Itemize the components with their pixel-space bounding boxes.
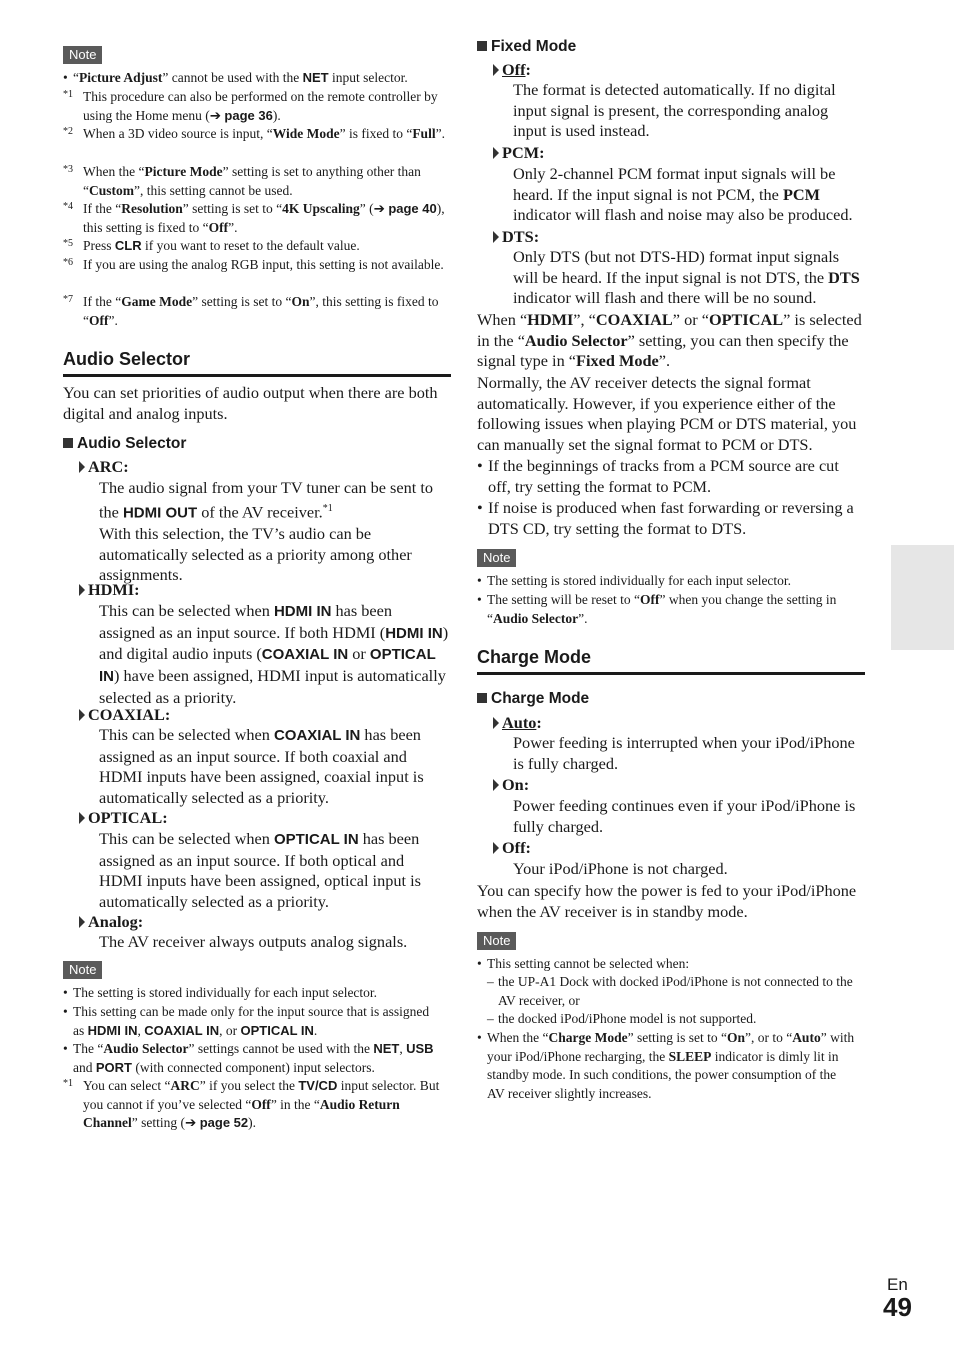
triangle-right-icon [79,916,85,928]
note-badge: Note [477,932,516,950]
note-item: *2 When a 3D video source is input, “Wide Mode” is fixed to “Full”. [63,126,445,141]
option-off-desc: The format is detected automatically. If no digital input signal is present, the corresponding analog input is used instead. [513,80,836,141]
note-item: *1 This procedure can also be performed on the remote controller by using the Home menu (➔ page 36). [63,89,438,123]
triangle-right-icon [493,779,499,791]
note-item: *1 You can select “ARC” if you select the TV/CD input selector. But you cannot if you’ve selected “Off” in the “Audio Return Channel” setting (➔ page 52). [63,1078,440,1130]
option-pcm-desc: Only 2-channel PCM format input signals will be heard. If the input signal is not PCM, the PCM indicator will flash and noise may also be produced. [513,164,853,225]
triangle-right-icon [493,231,499,243]
option-arc: ARC: [79,457,129,477]
paragraph-fixed-mode: When “HDMI”, “COAXIAL” or “OPTICAL” is selected in the “Audio Selector” setting, you can then specify the signal type in “Fixed Mode”. [477,310,862,371]
option-hdmi: HDMI: [79,580,140,600]
note-badge: Note [63,46,102,64]
paragraph-standby: You can specify how the power is fed to your iPod/iPhone when the AV receiver is in standby mode. [477,881,857,921]
option-off-charge: Off: [493,838,531,858]
option-analog: Analog: [79,912,143,932]
note-item: • “Picture Adjust” cannot be used with the NET input selector. [63,70,408,85]
note-item: – the docked iPod/iPhone model is not supported. [487,1011,757,1026]
section-side-tab [891,545,954,650]
triangle-right-icon [79,584,85,596]
triangle-right-icon [79,709,85,721]
note-item: *5 Press CLR if you want to reset to the default value. [63,238,360,253]
note-item: – the UP-A1 Dock with docked iPod/iPhone is not connected to the AV receiver, or [487,974,853,1008]
triangle-right-icon [493,717,499,729]
subhead-charge-mode: Charge Mode [477,690,589,708]
option-hdmi-desc: This can be selected when HDMI IN has been assigned as an input source. If both HDMI (HDMI IN) and digital audio inputs (COAXIAL IN or OPTICAL IN) have been assigned, HDMI input is automatically selected as a priority. [99,601,449,707]
triangle-right-icon [79,461,85,473]
option-dts-desc: Only DTS (but not DTS-HD) format input signals will be heard. If the input signal is not DTS, the DTS indicator will flash and there will be no sound. [513,247,860,308]
option-auto-desc: Power feeding is interrupted when your iPod/iPhone is fully charged. [513,733,855,773]
audio-selector-intro: You can set priorities of audio output when there are both digital and analog inputs. [63,383,438,423]
subhead-fixed-mode: Fixed Mode [477,38,576,56]
triangle-right-icon [493,842,499,854]
option-arc-desc: The audio signal from your TV tuner can be sent to the HDMI OUT of the AV receiver.$^{*1}$ With this selection, the TV’s audio can be automatically selected as a priority among other assignments. [99,478,433,585]
option-coaxial-desc: This can be selected when COAXIAL IN has been assigned as an input source. If both coaxial and HDMI inputs have been assigned, coaxial input is automatically selected as a priority. [99,725,424,808]
note-item: • The setting is stored individually for each input selector. [477,573,792,588]
note-badge: Note [63,961,102,979]
option-on: On: [493,775,529,795]
square-bullet-icon [63,438,73,448]
option-on-desc: Power feeding continues even if your iPod/iPhone is fully charged. [513,796,856,836]
triangle-right-icon [79,812,85,824]
note-item: *7 If the “Game Mode” setting is set to “On”, this setting is fixed to “Off”. [63,294,439,328]
note-item: • This setting can be made only for the input source that is assigned as HDMI IN, COAXIAL IN, or OPTICAL IN. [63,1004,430,1038]
option-dts: DTS: [493,227,539,247]
section-title-charge-mode: Charge Mode [477,647,865,675]
note-item: *6 If you are using the analog RGB input, this setting is not available. [63,257,444,272]
triangle-right-icon [493,64,499,76]
option-off: Off: [493,60,531,80]
note-item: • This setting cannot be selected when: [477,956,690,971]
note-item: • When the “Charge Mode” setting is set to “On”, or to “Auto” with your iPod/iPhone recharging, the SLEEP indicator is dimly lit in standby mode. In such conditions, the power consumption of the AV receiver slightly increases. [477,1030,855,1101]
option-analog-desc: The AV receiver always outputs analog signals. [99,932,408,951]
section-title-audio-selector: Audio Selector [63,349,451,377]
list-item: • If the beginnings of tracks from a PCM source are cut off, try setting the format to PCM. [477,456,839,496]
subhead-audio-selector: Audio Selector [63,435,186,453]
list-item: • If noise is produced when fast forwarding or reversing a DTS CD, try setting the format to DTS. [477,498,854,538]
language-label: En [887,1275,908,1294]
note-item: *3 When the “Picture Mode” setting is set to anything other than “Custom”, this setting cannot be used. [63,164,421,198]
note-item: *4 If the “Resolution” setting is set to “4K Upscaling” (➔ page 40), this setting is fixed to “Off”. [63,201,445,235]
note-badge: Note [477,549,516,567]
square-bullet-icon [477,693,487,703]
triangle-right-icon [493,147,499,159]
square-bullet-icon [477,41,487,51]
option-coaxial: COAXIAL: [79,705,170,725]
page-number: 49 [883,1292,912,1322]
option-auto: Auto: [493,713,542,733]
option-optical-desc: This can be selected when OPTICAL IN has been assigned as an input source. If both optical and HDMI inputs have been assigned, optical input is automatically selected as a priority. [99,829,421,912]
note-item: • The setting is stored individually for each input selector. [63,985,378,1000]
paragraph-signal-format: Normally, the AV receiver detects the signal format automatically. However, if you experience either of the following issues when playing PCM or DTS material, you can manually set the signal format to PCM or DTS. [477,373,857,455]
note-item: • The setting will be reset to “Off” when you change the setting in “Audio Selector”. [477,592,837,626]
option-off-charge-desc: Your iPod/iPhone is not charged. [513,859,728,878]
option-pcm: PCM: [493,143,545,163]
note-item: • The “Audio Selector” settings cannot be used with the NET, USB and PORT (with connected component) input selectors. [63,1041,434,1075]
option-optical: OPTICAL: [79,808,168,828]
